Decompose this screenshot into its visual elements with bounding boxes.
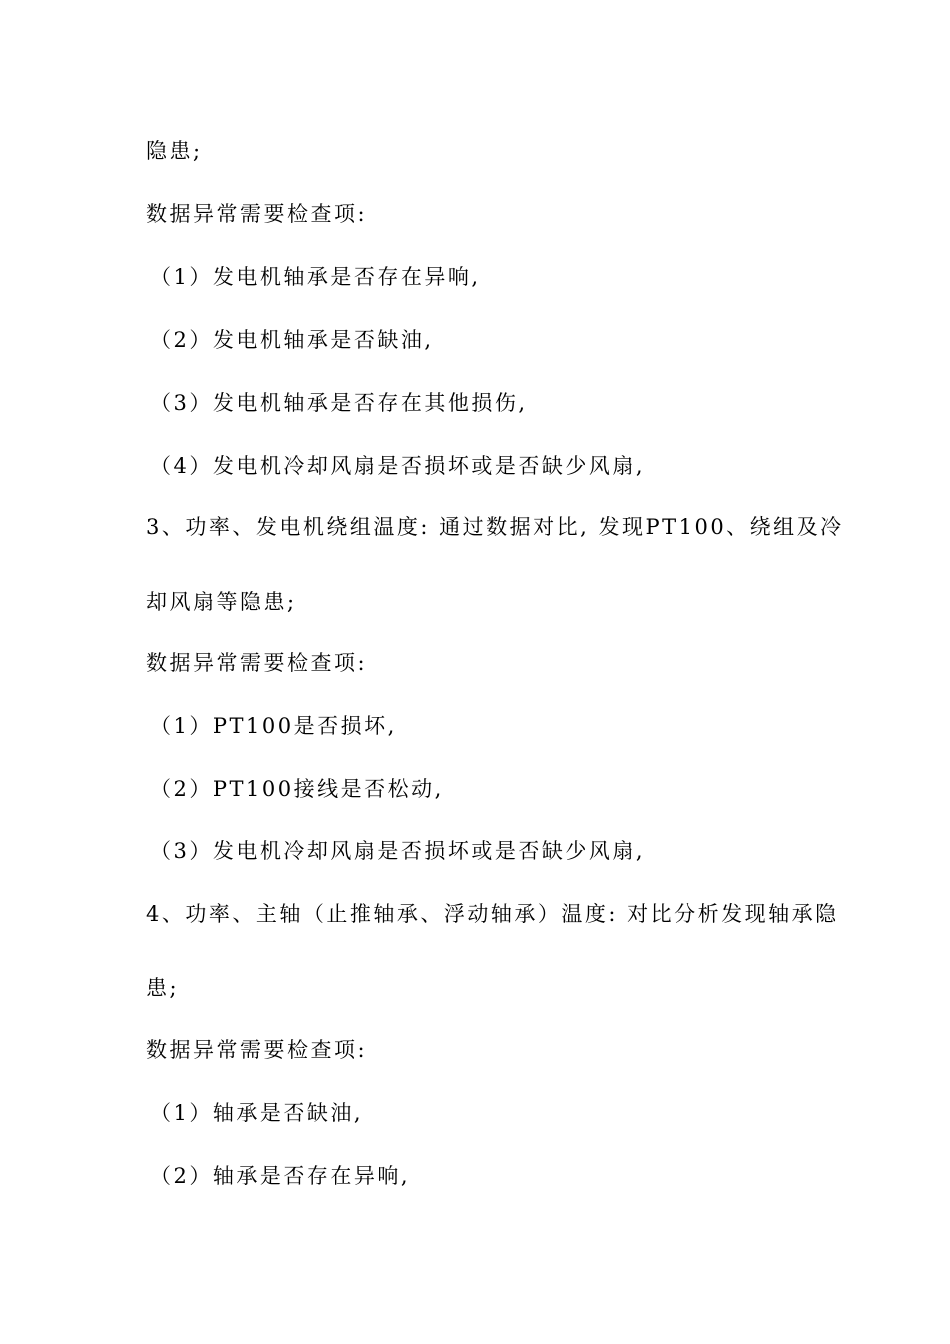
- list-item: （1）轴承是否缺油,: [150, 1101, 364, 1125]
- list-item: （4）发电机冷却风扇是否损坏或是否缺少风扇,: [150, 454, 646, 478]
- text-line: 数据异常需要检查项:: [146, 1038, 368, 1062]
- list-item: （3）发电机冷却风扇是否损坏或是否缺少风扇,: [150, 839, 646, 863]
- text-line: 却风扇等隐患;: [146, 590, 297, 614]
- text-line: 隐患;: [146, 139, 203, 163]
- list-item: （1）发电机轴承是否存在异响,: [150, 265, 481, 289]
- list-item: （3）发电机轴承是否存在其他损伤,: [150, 391, 528, 415]
- text-line: 患;: [146, 976, 180, 1000]
- list-item: （1）PT100是否损坏,: [150, 714, 397, 738]
- list-item: （2）轴承是否存在异响,: [150, 1164, 411, 1188]
- text-line: 数据异常需要检查项:: [146, 651, 368, 675]
- text-line: 4、功率、主轴（止推轴承、浮动轴承）温度: 对比分析发现轴承隐: [146, 902, 839, 926]
- text-line: 数据异常需要检查项:: [146, 202, 368, 226]
- list-item: （2）发电机轴承是否缺油,: [150, 328, 434, 352]
- list-item: （2）PT100接线是否松动,: [150, 777, 444, 801]
- text-line: 3、功率、发电机绕组温度: 通过数据对比, 发现PT100、绕组及冷: [146, 515, 844, 539]
